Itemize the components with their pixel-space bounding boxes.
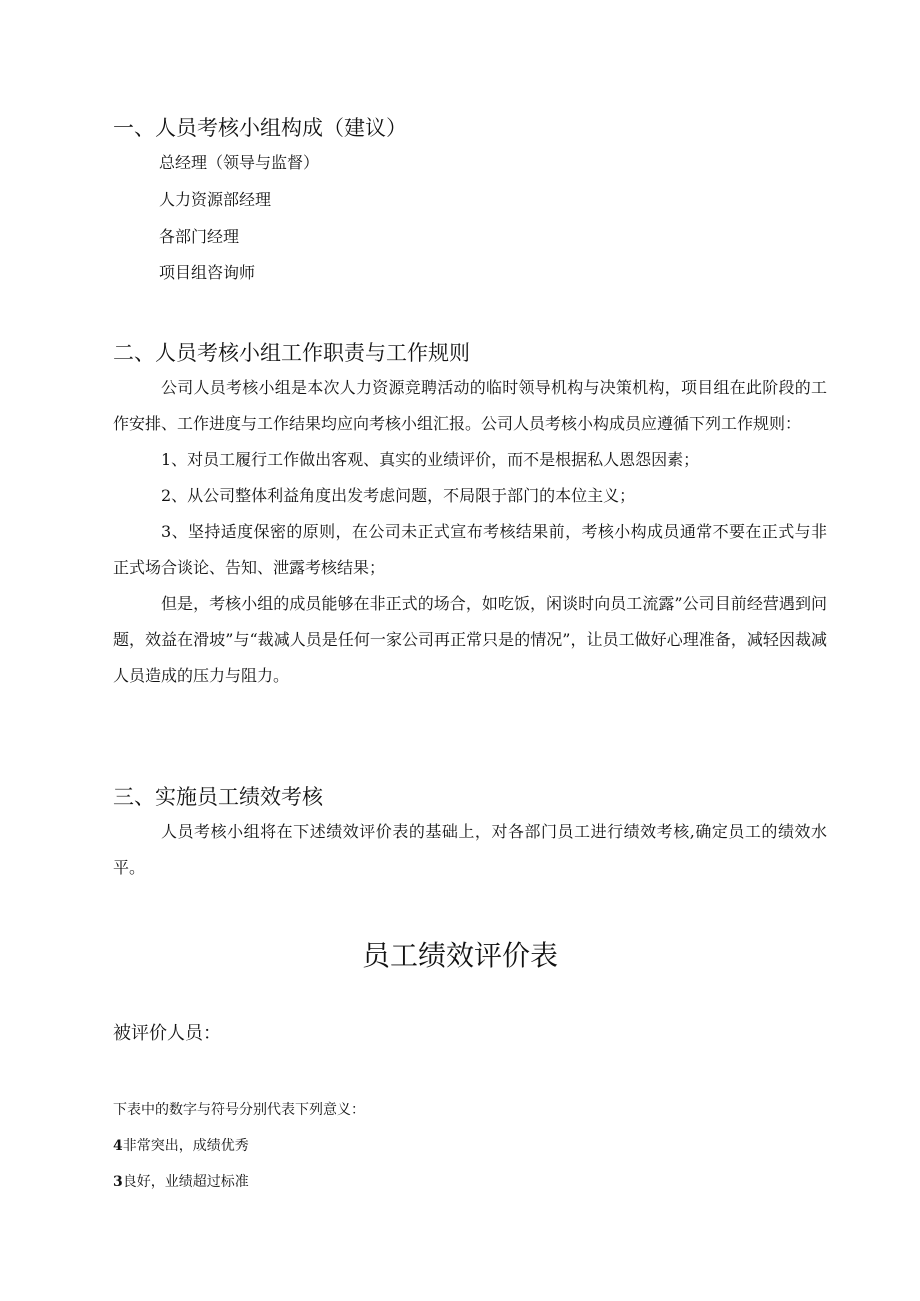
section3-heading: 三、实施员工绩效考核: [113, 785, 323, 809]
section2-body: [113, 370, 827, 694]
legend-text: 良好，业绩超过标准: [122, 1174, 249, 1190]
section2-intro: 公司人员考核小组是本次人力资源竞聘活动的临时领导机构与决策机构，项目组在此阶段的工作安排、工作进度与工作结果均应向考核小组汇报。公司人员考核小构成员应遵循下列工作规则：: [113, 378, 827, 433]
legend-item: [113, 1172, 249, 1192]
legend-text: 非常突出，成绩优秀: [122, 1138, 249, 1154]
evaluatee-label: 被评价人员：: [113, 1023, 221, 1044]
form-title: 员工绩效评价表: [361, 939, 558, 972]
legend-number: 3: [113, 1174, 123, 1190]
legend-number: 4: [113, 1138, 123, 1154]
rule-2: 2、从公司整体利益角度出发考虑问题，不局限于部门的本位主义；: [161, 486, 636, 505]
section1-heading: 一、人员考核小组构成（建议）: [113, 116, 407, 140]
member-item: 人力资源部经理: [159, 190, 272, 209]
legend-item: [113, 1136, 249, 1156]
member-item: 项目组咨询师: [159, 263, 256, 282]
rule-3: 3、坚持适度保密的原则，在公司未正式宣布考核结果前，考核小构成员通常不要在正式与非正式场合谈论、告知、泄露考核结果；: [113, 522, 827, 577]
rule-1: 1、对员工履行工作做出客观、真实的业绩评价，而不是根据私人恩怨因素；: [161, 450, 700, 469]
member-item: 总经理（领导与监督）: [159, 153, 320, 172]
member-item: 各部门经理: [159, 227, 240, 246]
section3-body: [113, 814, 827, 886]
legend-intro: 下表中的数字与符号分别代表下列意义：: [113, 1102, 365, 1118]
section3-text: 人员考核小组将在下述绩效评价表的基础上，对各部门员工进行绩效考核,确定员工的绩效水平。: [113, 822, 827, 877]
section2-heading: 二、人员考核小组工作职责与工作规则: [113, 341, 470, 365]
section2-note: 但是，考核小组的成员能够在非正式的场合，如吃饭，闲谈时向员工流露”公司目前经营遇到问题，效益在滑坡”与“裁减人员是任何一家公司再正常只是的情况”，让员工做好心理准备，减轻因裁减人员造成的压力与阻力。: [113, 594, 827, 685]
